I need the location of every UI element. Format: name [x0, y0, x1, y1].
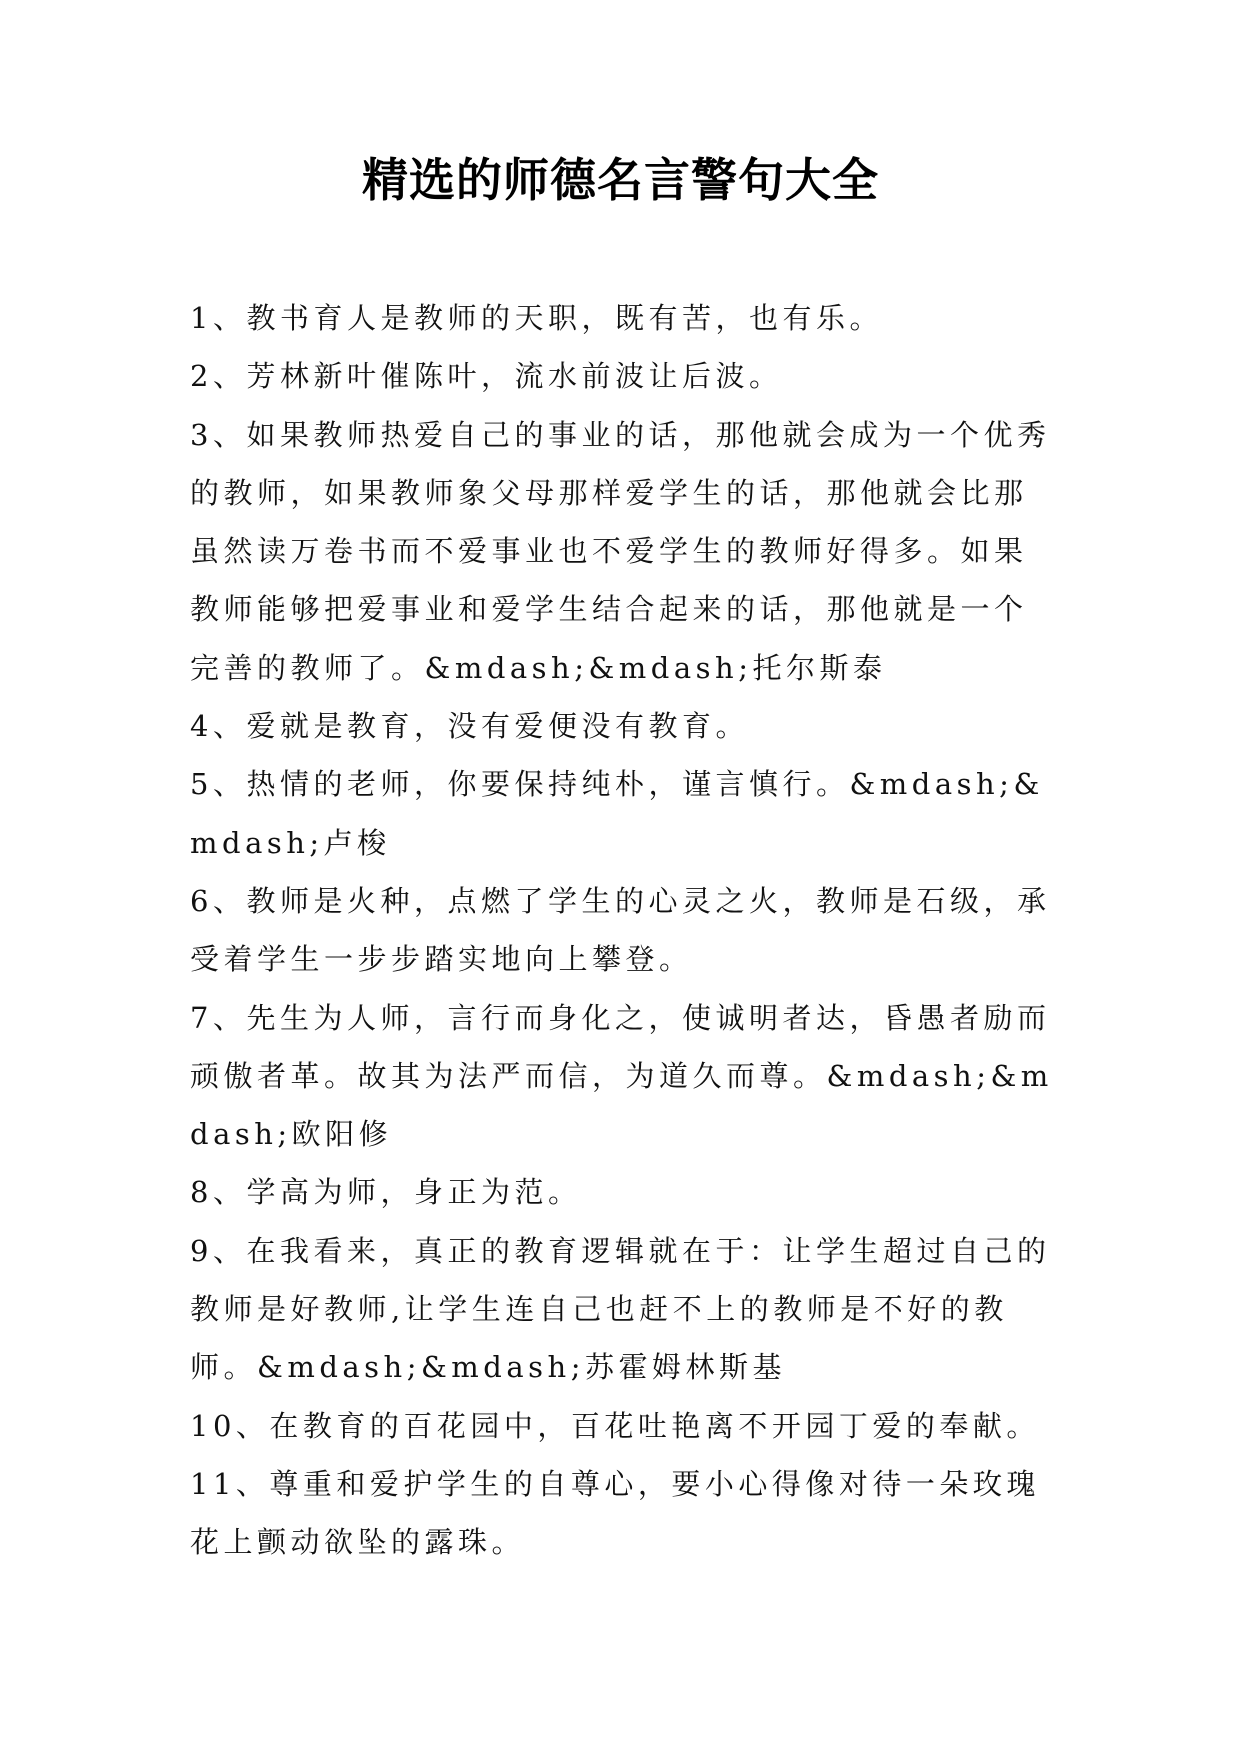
list-item: 1、教书育人是教师的天职，既有苦，也有乐。 [190, 301, 883, 335]
page-title: 精选的师德名言警句大全 [362, 153, 879, 207]
list-item: 9、在我看来，真正的教育逻辑就在于：让学生超过自己的教师是好教师,让学生连自己也赶不上的教师是不好的教师。&mdash;&mdash;苏霍姆林斯基 [190, 1233, 1051, 1385]
list-item: 5、热情的老师，你要保持纯朴，谨言慎行。&mdash;&mdash;卢梭 [190, 767, 1044, 860]
list-item: 6、教师是火种，点燃了学生的心灵之火，教师是石级，承受着学生一步步踏实地向上攀登。 [190, 883, 1051, 977]
list-item: 7、先生为人师，言行而身化之，使诚明者达，昏愚者励而顽傲者革。故其为法严而信，为道久而尊。&mdash;&mdash;欧阳修 [190, 1000, 1053, 1152]
list-item: 3、如果教师热爱自己的事业的话，那他就会成为一个优秀的教师，如果教师象父母那样爱学生的话，那他就会比那虽然读万卷书而不爱事业也不爱学生的教师好得多。如果教师能够把爱事业和爱学生结合起来的话，那他就是一个完善的教师了。&mdash;&mdash;托尔斯泰 [190, 417, 1051, 685]
list-item: 2、芳林新叶催陈叶，流水前波让后波。 [190, 359, 783, 394]
list-item: 11、尊重和爱护学生的自尊心，要小心得像对待一朵玫瑰花上颤动欲坠的露珠。 [190, 1466, 1040, 1560]
list-item: 10、在教育的百花园中，百花吐艳离不开园丁爱的奉献。 [190, 1408, 1040, 1443]
quote-list [190, 289, 1060, 1572]
list-item: 8、学高为师，身正为范。 [190, 1175, 582, 1210]
list-item: 4、爱就是教育，没有爱便没有教育。 [190, 709, 749, 744]
